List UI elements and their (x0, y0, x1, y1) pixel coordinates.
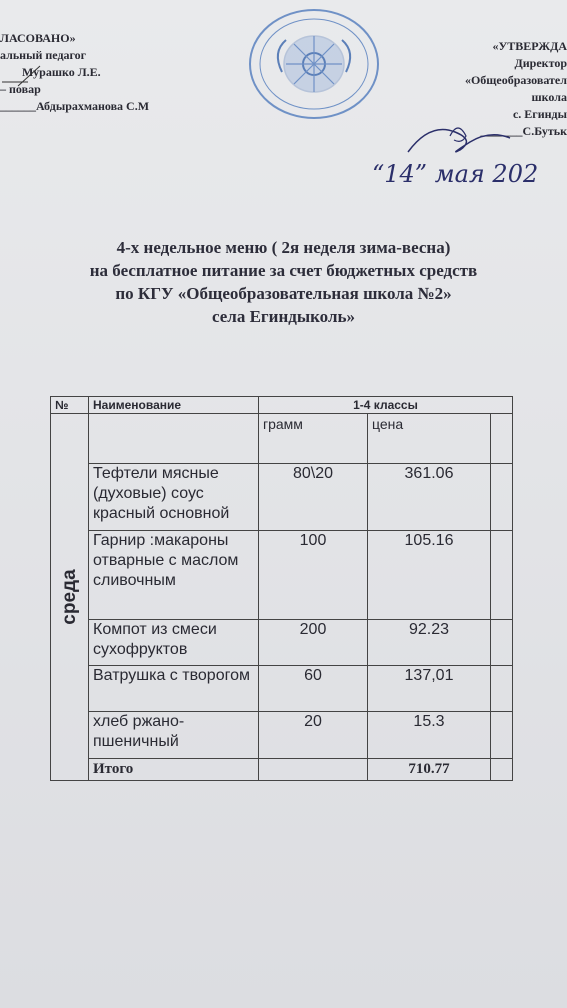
approval-left-cook-name: ______Абдырахманова С.М (0, 99, 150, 113)
subheader-empty (89, 414, 259, 464)
extra-cell (491, 759, 513, 781)
table-row (51, 712, 513, 759)
total-gram (259, 759, 368, 781)
header-number: № (51, 397, 89, 414)
total-price: 710.77 (368, 759, 491, 781)
header-classes: 1-4 классы (259, 397, 513, 414)
extra-cell (491, 712, 513, 759)
left-signature-mark (0, 50, 60, 90)
dish-name: Тефтели мясные (духовые) соус красный основной (89, 464, 259, 531)
title-line-1: 4-х недельное меню ( 2я неделя зима-весна) (116, 238, 451, 257)
title-line-4: села Егиндыколь» (212, 307, 355, 326)
dish-gram: 80\20 (259, 464, 368, 531)
approval-right-heading: «УТВЕРЖДА (492, 39, 567, 53)
day-cell (51, 414, 89, 781)
dish-name: хлеб ржано-пшеничный (89, 712, 259, 759)
total-label: Итого (89, 759, 259, 781)
title-line-2: на бесплатное питание за счет бюджетных средств (89, 261, 478, 280)
subheader-extra (491, 414, 513, 464)
table-row (51, 531, 513, 620)
approval-left-cook: – повар (0, 82, 41, 96)
approval-left-position: альный педагог (0, 48, 87, 62)
table-row (51, 620, 513, 666)
table-row (51, 464, 513, 531)
approval-right-school: «Общеобразовател (464, 73, 567, 87)
extra-cell (491, 464, 513, 531)
dish-price: 105.16 (368, 531, 491, 620)
director-signature (400, 112, 520, 162)
state-emblem-seal (246, 6, 382, 122)
approval-right-position: Директор (514, 56, 567, 70)
approval-left-name: Мурашко Л.Е. (22, 65, 101, 79)
approval-right-director-name: _______С.Бутьк (480, 124, 567, 138)
dish-gram: 20 (259, 712, 368, 759)
approval-date: “14” мая 202 (372, 160, 539, 188)
title-line-3: по КГУ «Общеобразовательная школа №2» (115, 284, 452, 303)
dish-price: 361.06 (368, 464, 491, 531)
subheader-price: цена (368, 414, 491, 464)
dish-gram: 100 (259, 531, 368, 620)
table-header-row (51, 397, 513, 414)
total-row (51, 759, 513, 781)
day-label: среда (58, 569, 80, 625)
subheader-gram: грамм (259, 414, 368, 464)
approval-right-village: с. Егинды (512, 107, 567, 121)
dish-name: Гарнир :макароны отварные с маслом сливочным (89, 531, 259, 620)
dish-gram: 200 (259, 620, 368, 666)
approval-right-school-2: школа (531, 90, 567, 104)
dish-name: Компот из смеси сухофруктов (89, 620, 259, 666)
header-name: Наименование (89, 397, 259, 414)
approval-left-heading: ЛАСОВАНО» (0, 31, 76, 45)
dish-price: 92.23 (368, 620, 491, 666)
dish-price: 15.3 (368, 712, 491, 759)
extra-cell (491, 620, 513, 666)
table-subheader-row (51, 414, 513, 464)
menu-table (50, 396, 513, 781)
dish-gram: 60 (259, 666, 368, 712)
table-row (51, 666, 513, 712)
menu-title (40, 236, 527, 328)
extra-cell (491, 666, 513, 712)
extra-cell (491, 531, 513, 620)
dish-price: 137,01 (368, 666, 491, 712)
dish-name: Ватрушка с творогом (89, 666, 259, 712)
